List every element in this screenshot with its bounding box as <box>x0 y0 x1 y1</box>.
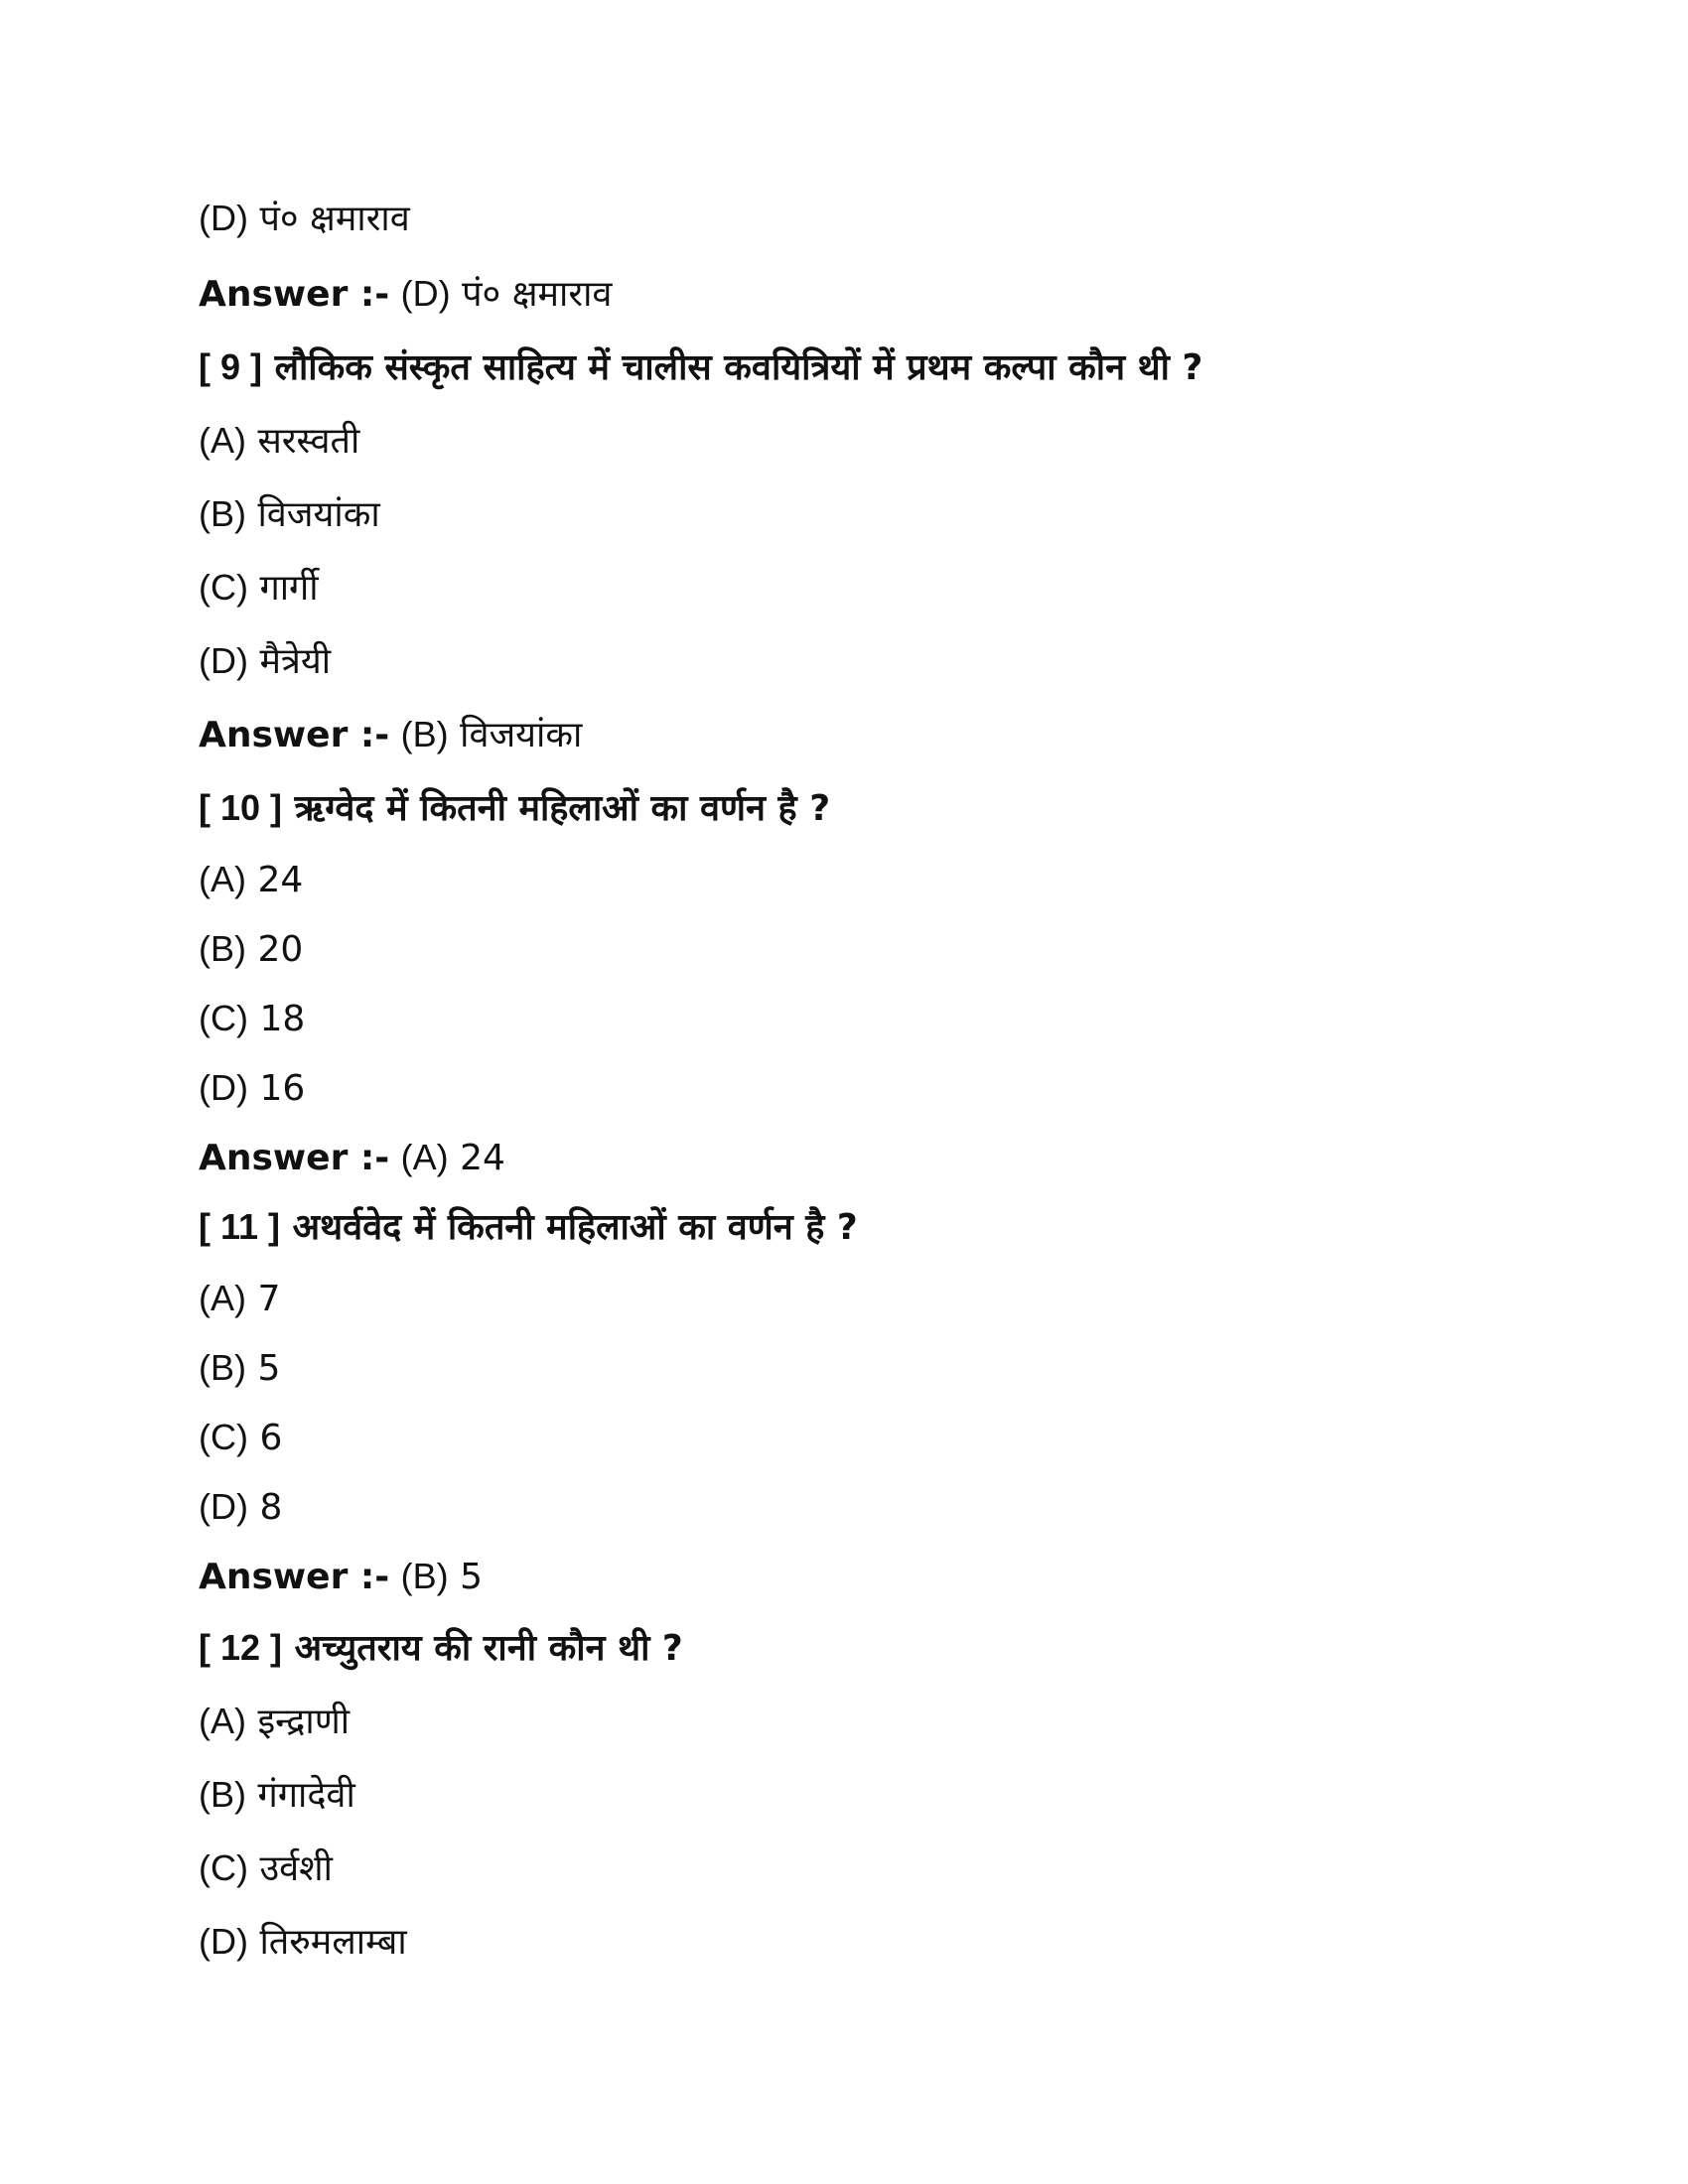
option-line <box>199 1698 350 1746</box>
option-label: (B) <box>199 1347 246 1388</box>
option-text: 6 <box>259 1418 283 1458</box>
option-label: (A) <box>199 1701 246 1741</box>
answer-text: विजयांका <box>460 715 583 755</box>
answer-line <box>199 1553 483 1601</box>
answer-label: (A) <box>400 1137 449 1177</box>
answer-prefix: Answer :- <box>199 274 390 315</box>
option-label: (D) <box>199 198 248 238</box>
question-number: [ 10 ] <box>199 787 283 828</box>
option-text: सरस्वती <box>257 421 360 462</box>
option-label: (C) <box>199 1417 248 1457</box>
option-text: पं० क्षमाराव <box>259 199 410 239</box>
answer-prefix: Answer :- <box>199 715 390 755</box>
option-label: (C) <box>199 1847 248 1888</box>
question-text: ऋग्वेद में कितनी महिलाओं का वर्णन है ? <box>294 788 831 829</box>
option-line <box>199 995 305 1043</box>
option-text: 16 <box>259 1068 306 1109</box>
question-number: [ 11 ] <box>199 1206 281 1247</box>
answer-line <box>199 270 612 319</box>
option-label: (A) <box>199 1278 246 1318</box>
question-number: [ 9 ] <box>199 346 263 387</box>
option-line <box>199 564 319 613</box>
option-text: 24 <box>257 860 304 900</box>
answer-line <box>199 711 582 759</box>
question-text: लौकिक संस्कृत साहित्य में चालीस कवयित्रियों में प्रथम कल्पा कौन थी ? <box>274 347 1203 388</box>
option-line <box>199 1064 305 1113</box>
option-text: 5 <box>257 1348 281 1389</box>
option-label: (B) <box>199 928 246 969</box>
option-label: (D) <box>199 1486 248 1527</box>
option-line <box>199 1771 355 1820</box>
question-heading <box>199 1203 858 1252</box>
option-text: उर्वशी <box>259 1848 333 1889</box>
option-text: 18 <box>259 999 306 1039</box>
option-line <box>199 417 359 466</box>
option-label: (C) <box>199 567 248 608</box>
question-heading <box>199 1624 683 1673</box>
option-line <box>199 1918 407 1967</box>
option-text: 8 <box>259 1487 283 1528</box>
option-label: (B) <box>199 1774 246 1815</box>
option-text: 7 <box>257 1279 281 1319</box>
option-text: इन्द्राणी <box>257 1702 351 1742</box>
option-line <box>199 1344 280 1393</box>
option-label: (D) <box>199 1067 248 1108</box>
question-number: [ 12 ] <box>199 1627 283 1668</box>
option-line <box>199 637 331 686</box>
option-text: 20 <box>257 929 304 970</box>
answer-text: 5 <box>460 1557 484 1597</box>
answer-label: (B) <box>400 714 449 754</box>
question-heading <box>199 343 1202 392</box>
option-text: गार्गी <box>259 568 319 609</box>
option-label: (C) <box>199 998 248 1038</box>
option-label: (B) <box>199 493 246 534</box>
option-text: मैत्रेयी <box>259 641 332 682</box>
option-line <box>199 925 303 974</box>
answer-prefix: Answer :- <box>199 1557 390 1597</box>
option-label: (D) <box>199 1921 248 1962</box>
answer-prefix: Answer :- <box>199 1138 390 1178</box>
option-line <box>199 490 380 539</box>
answer-label: (B) <box>400 1556 449 1596</box>
answer-line <box>199 1134 505 1182</box>
option-line <box>199 1483 282 1532</box>
option-label: (D) <box>199 640 248 681</box>
question-text: अच्युतराय की रानी कौन थी ? <box>294 1628 683 1669</box>
option-label: (A) <box>199 859 246 899</box>
option-line <box>199 1844 333 1893</box>
option-text: विजयांका <box>257 494 380 535</box>
option-line <box>199 195 410 243</box>
answer-label: (D) <box>400 273 451 314</box>
option-line <box>199 1275 280 1323</box>
question-heading <box>199 784 830 833</box>
option-text: गंगादेवी <box>257 1775 355 1816</box>
answer-text: पं० क्षमाराव <box>462 274 613 315</box>
option-line <box>199 1414 282 1462</box>
option-line <box>199 856 303 904</box>
option-text: तिरुमलाम्बा <box>259 1922 407 1963</box>
answer-text: 24 <box>460 1138 505 1178</box>
question-text: अथर्ववेद में कितनी महिलाओं का वर्णन है ? <box>292 1207 858 1248</box>
option-label: (A) <box>199 420 246 461</box>
